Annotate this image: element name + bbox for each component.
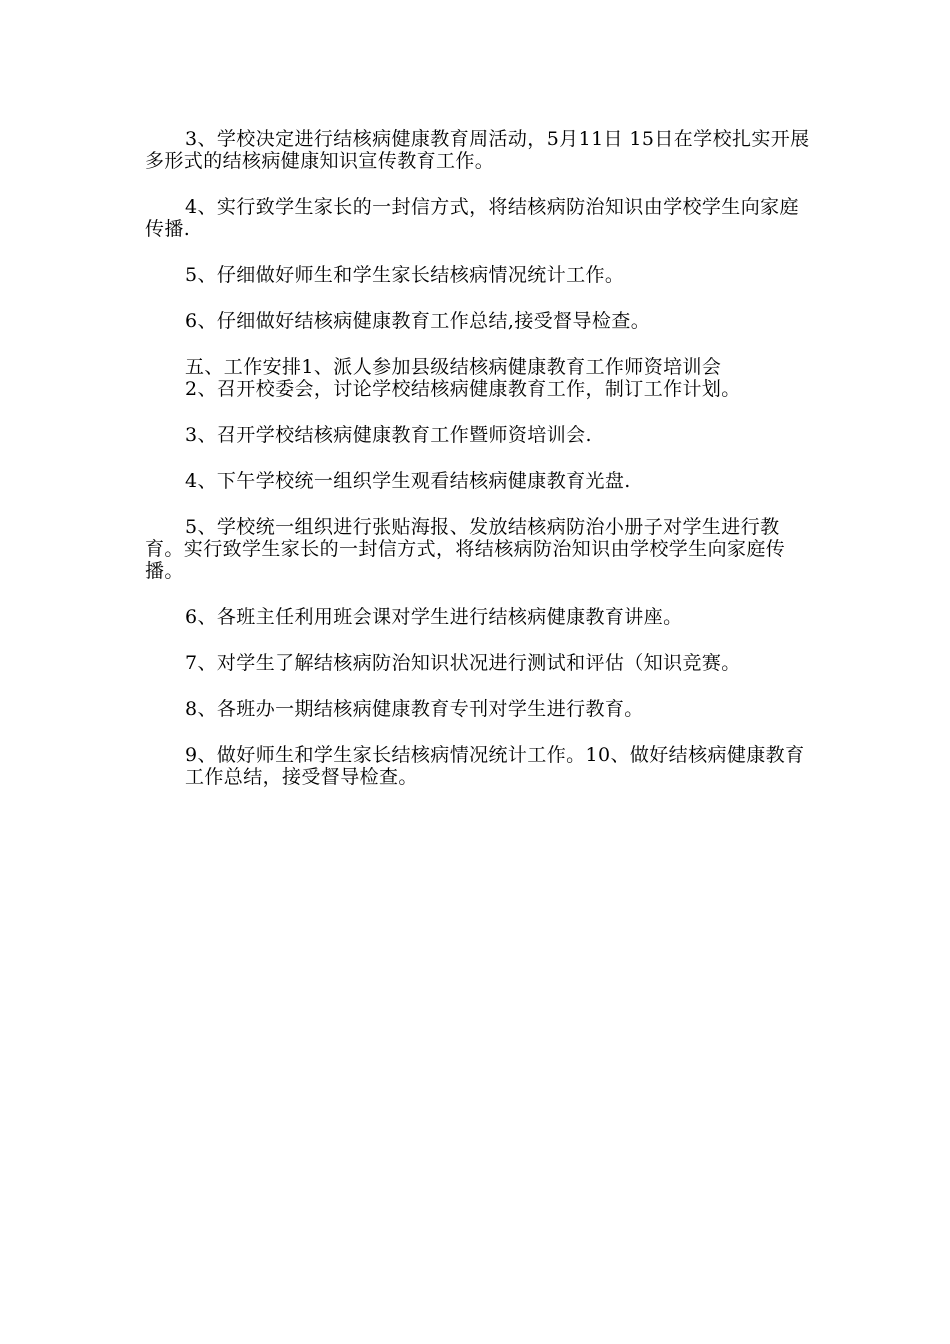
arrangement-item-8: 8、各班办一期结核病健康教育专刊对学生进行教育。 <box>185 698 644 720</box>
arrangement-item-7: 7、对学生了解结核病防治知识状况进行测试和评估（知识竞赛。 <box>185 652 741 674</box>
paragraph-item-6: 6、仔细做好结核病健康教育工作总结,接受督导检查。 <box>185 310 651 332</box>
arrangement-item-2: 2、召开校委会，讨论学校结核病健康教育工作，制订工作计划。 <box>185 378 741 400</box>
document-body <box>145 128 810 812</box>
paragraph-item-5: 5、仔细做好师生和学生家长结核病情况统计工作。 <box>185 264 625 286</box>
paragraph-item-4: 4、实行致学生家长的一封信方式，将结核病防治知识由学校学生向家庭传播. <box>145 196 799 240</box>
arrangement-item-9-10: 9、做好师生和学生家长结核病情况统计工作。10、做好结核病健康教育工作总结，接受督导检查。 <box>185 744 805 788</box>
arrangement-item-4: 4、下午学校统一组织学生观看结核病健康教育光盘. <box>185 470 631 492</box>
arrangement-item-5: 5、学校统一组织进行张贴海报、发放结核病防治小册子对学生进行教育。实行致学生家长的一封信方式，将结核病防治知识由学校学生向家庭传播。 <box>145 516 786 582</box>
arrangement-item-3: 3、召开学校结核病健康教育工作暨师资培训会. <box>185 424 592 446</box>
section-heading-work-arrangement: 五、工作安排1、派人参加县级结核病健康教育工作师资培训会 <box>185 356 722 378</box>
paragraph-item-3: 3、学校决定进行结核病健康教育周活动，5月11日 15日在学校扎实开展多形式的结核病健康知识宣传教育工作。 <box>145 128 810 172</box>
arrangement-item-6: 6、各班主任利用班会课对学生进行结核病健康教育讲座。 <box>185 606 683 628</box>
